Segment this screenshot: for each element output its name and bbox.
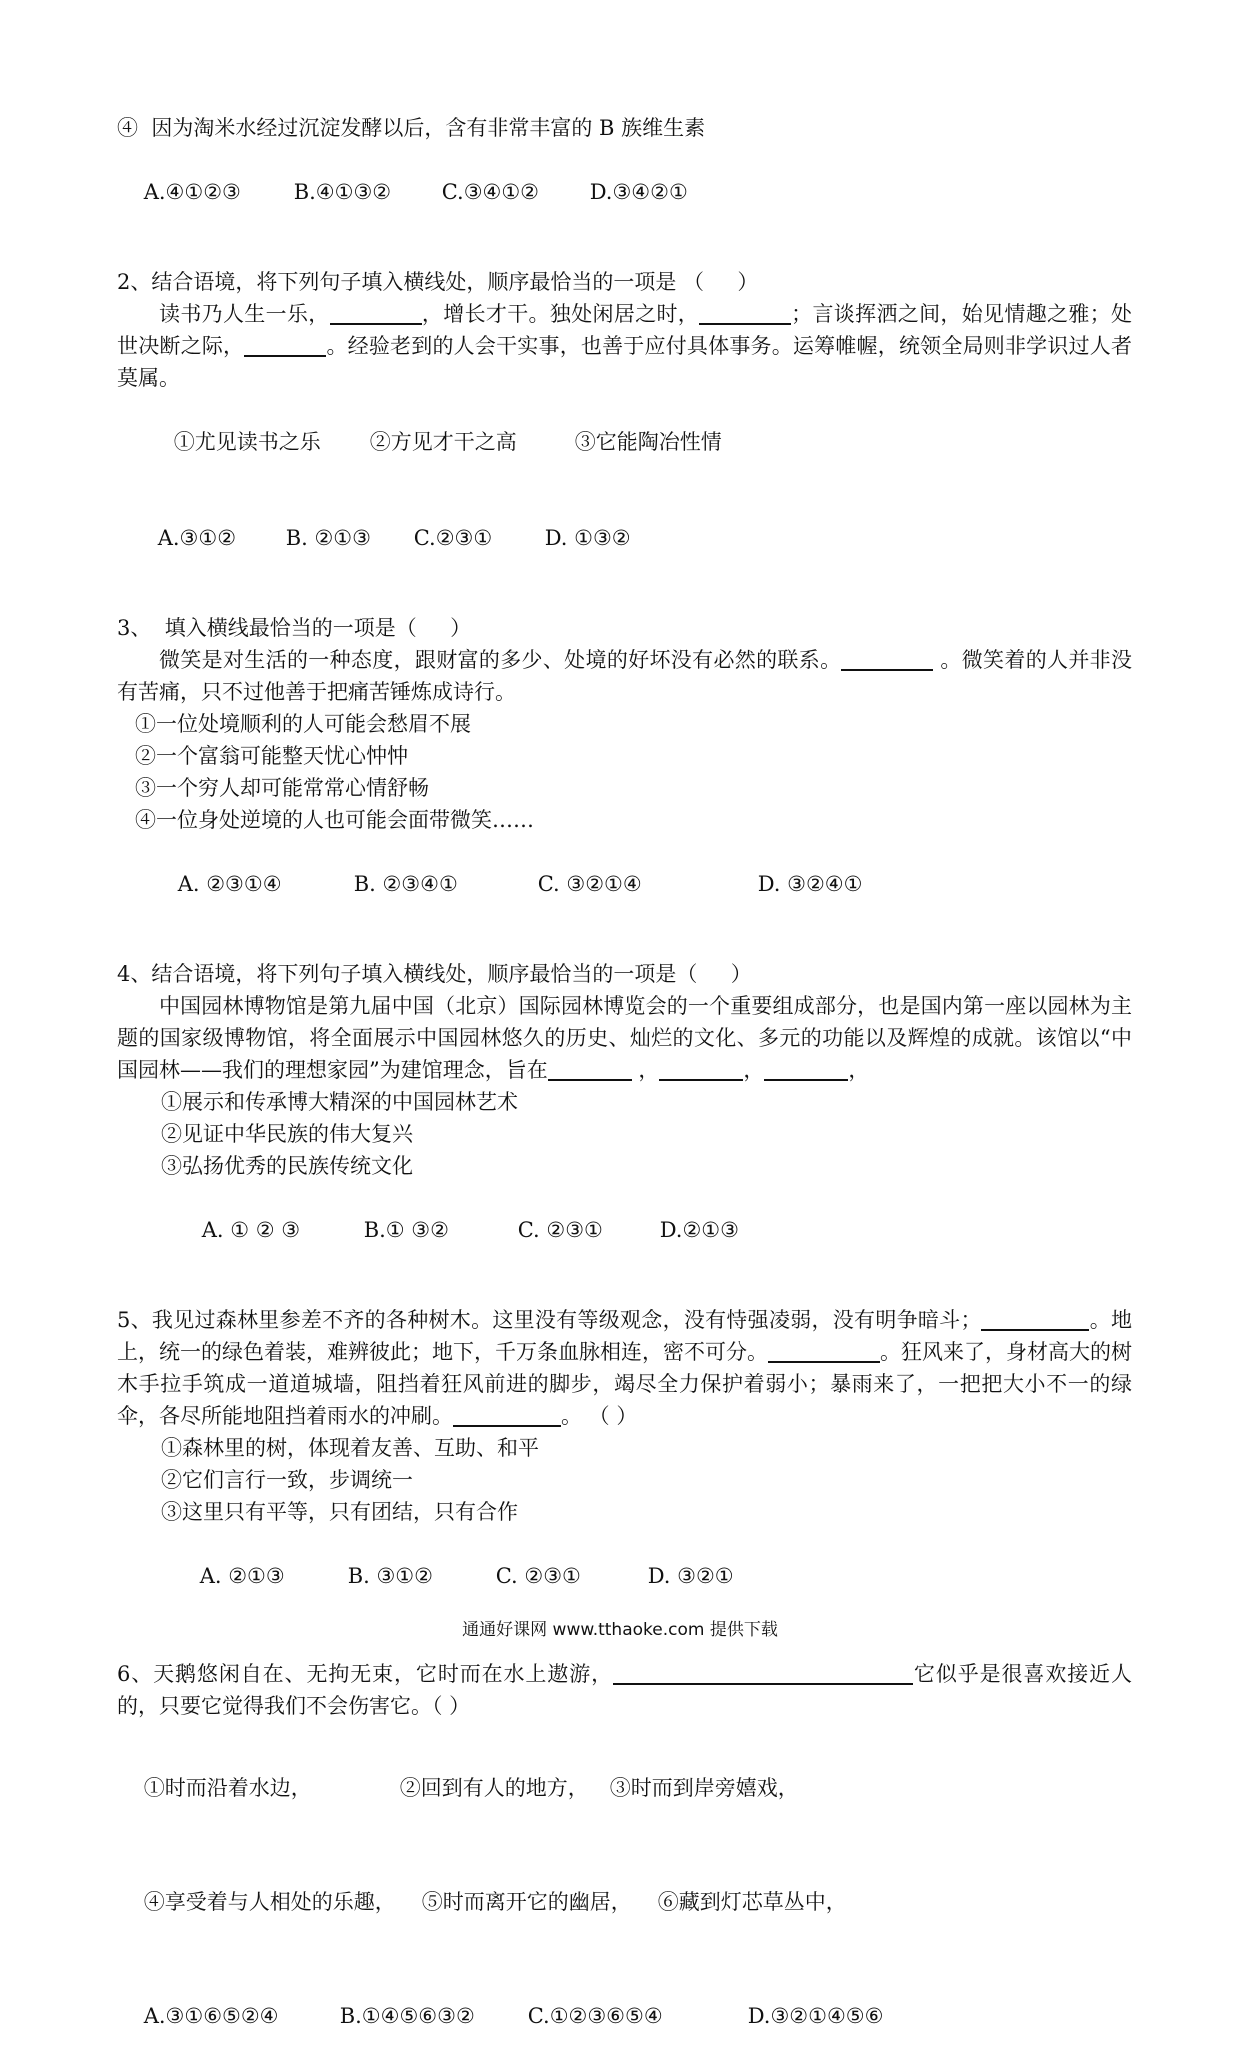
q2-stem: 2、结合语境，将下列句子填入横线处，顺序最恰当的一项是 （ ） (117, 270, 759, 294)
q5-options (117, 1528, 1132, 1624)
q2-passage-part2: ，增长才干。独处闲居之时， (421, 302, 700, 326)
q2-passage-part1: 读书乃人生一乐， (159, 302, 330, 326)
q3-passage-part2: 。微笑着的人并非没有苦痛，只不过他善于把痛苦锤炼成诗行。 (117, 648, 1132, 704)
q5-item-1: ①森林里的树，体现着友善、互助、和平 (161, 1436, 539, 1460)
q4-passage (117, 990, 1132, 1086)
q2-blank-1[interactable] (330, 301, 422, 325)
q1-option-d[interactable]: D.③④②① (589, 180, 688, 204)
q3-passage-part1: 微笑是对生活的一种态度，跟财富的多少、处境的好坏没有必然的联系。 (159, 648, 842, 672)
q2-choice-3: ③它能陶冶性情 (574, 430, 722, 454)
q1-option-a[interactable]: A.④①②③ (143, 180, 241, 204)
q2-options (117, 490, 1132, 586)
q3-option-d[interactable]: D. ③②④① (757, 872, 863, 896)
q3-item-3: ③一个穷人却可能常常心情舒畅 (135, 776, 429, 800)
q6-row-2 (117, 1854, 1132, 1950)
q6-passage (117, 1658, 1132, 1722)
q6-passage-part1: 6、天鹅悠闲自在、无拘无束，它时而在水上遨游， (117, 1662, 614, 1686)
q1-item-4: ④ 因为淘米水经过沉淀发酵以后，含有非常丰富的 B 族维生素 (117, 116, 706, 140)
q6-blank[interactable] (613, 1661, 913, 1685)
q3-item-2: ②一个富翁可能整天忧心忡忡 (135, 744, 408, 768)
q6-passage-part2: 它似乎是很喜欢接近人的，只要它觉得我们不会伤害它。（ ） (117, 1662, 1133, 1718)
q1-option-b[interactable]: B.④①③② (293, 180, 392, 204)
q6-option-d[interactable]: D.③②①④⑤⑥ (747, 2004, 884, 2028)
q2-passage (117, 298, 1132, 394)
q2-choice-1: ①尤见读书之乐 (173, 430, 321, 454)
q6-choice-3: ③时而到岸旁嬉戏， (609, 1776, 799, 1800)
q6-choice-1: ①时而沿着水边， (143, 1776, 312, 1800)
q4-stem: 4、结合语境，将下列句子填入横线处，顺序最恰当的一项是（ ） (117, 962, 752, 986)
q6-option-b[interactable]: B.①④⑤⑥③② (339, 2004, 475, 2028)
q5-blank-3[interactable] (453, 1403, 561, 1427)
footer-source: 通通好课网 www.tthaoke.com 提供下载 (462, 1620, 778, 1640)
q5-blank-1[interactable] (981, 1307, 1089, 1331)
q3-blank[interactable] (841, 647, 933, 671)
q4-options (117, 1182, 1132, 1278)
q6-option-a[interactable]: A.③①⑥⑤②④ (143, 2004, 279, 2028)
q3-option-b[interactable]: B. ②③④① (353, 872, 458, 896)
q5-passage (117, 1304, 1132, 1432)
q4-blank-1[interactable] (548, 1057, 632, 1081)
q5-option-c[interactable]: C. ②③① (495, 1564, 581, 1588)
q4-item-3: ③弘扬优秀的民族传统文化 (161, 1154, 413, 1178)
q4-item-2: ②见证中华民族的伟大复兴 (161, 1122, 413, 1146)
q3-passage (117, 644, 1132, 708)
q6-choice-4: ④享受着与人相处的乐趣， (143, 1890, 396, 1914)
q5-item-3: ③这里只有平等，只有团结，只有合作 (161, 1500, 518, 1524)
q6-choice-5: ⑤时而离开它的幽居， (421, 1890, 632, 1914)
q4-passage-text: 中国园林博物馆是第九届中国（北京）国际园林博览会的一个重要组成部分，也是国内第一座以园林为主题的国家级博物馆，将全面展示中国园林悠久的历史、灿烂的文化、多元的功能以及辉煌的成就。该馆以“中国园林——我们的理想家园”为建馆理念，旨在 (117, 994, 1132, 1082)
q2-passage-part3: ；言谈挥洒之间，始见情趣之雅；处世决断之际， (117, 302, 1133, 358)
q5-passage-part1: 5、我见过森林里参差不齐的各种树木。这里没有等级观念，没有恃强凌弱，没有明争暗斗； (117, 1308, 982, 1332)
q2-option-b[interactable]: B. ②①③ (285, 526, 371, 550)
q3-option-a[interactable]: A. ②③①④ (177, 872, 282, 896)
q6-options (117, 1968, 1132, 2064)
q4-separator-3: ， (848, 1058, 870, 1082)
q2-option-a[interactable]: A.③①② (157, 526, 237, 550)
q6-option-c[interactable]: C.①②③⑥⑤④ (527, 2004, 663, 2028)
q3-item-4: ④一位身处逆境的人也可能会面带微笑…… (135, 808, 534, 832)
q5-option-b[interactable]: B. ③①② (347, 1564, 433, 1588)
q5-passage-part2: 。地上，统一的绿色着装，难辨彼此；地下，千万条血脉相连，密不可分。 (117, 1308, 1133, 1364)
q5-blank-2[interactable] (768, 1339, 880, 1363)
q4-separator-2: ， (743, 1058, 765, 1082)
q6-row-1 (117, 1740, 1132, 1836)
q3-item-1: ①一位处境顺利的人可能会愁眉不展 (135, 712, 471, 736)
q2-blank-2[interactable] (699, 301, 791, 325)
q6-choice-6: ⑥藏到灯芯草丛中， (657, 1890, 847, 1914)
q2-option-d[interactable]: D. ①③② (544, 526, 631, 550)
q2-choices (117, 394, 1132, 490)
q2-option-c[interactable]: C.②③① (413, 526, 493, 550)
q5-option-d[interactable]: D. ③②① (647, 1564, 734, 1588)
q4-option-b[interactable]: B.① ③② (363, 1218, 449, 1242)
q5-passage-part4: 。 （ ） (561, 1404, 638, 1428)
q5-passage-part3: 。狂风来了，身材高大的树木手拉手筑成一道道城墙，阻挡着狂风前进的脚步，竭尽全力保护着弱小；暴雨来了，一把把大小不一的绿伞，各尽所能地阻挡着雨水的冲刷。 (117, 1340, 1132, 1428)
q2-choice-2: ②方见才干之高 (369, 430, 517, 454)
q1-option-c[interactable]: C.③④①② (441, 180, 540, 204)
q3-options (117, 836, 1132, 932)
q4-option-d[interactable]: D.②①③ (659, 1218, 739, 1242)
q3-stem: 3、 填入横线最恰当的一项是（ ） (117, 616, 472, 640)
q1-options (117, 144, 1132, 240)
q2-passage-part4: 。经验老到的人会干实事，也善于应付具体事务。运筹帷幄，统领全局则非学识过人者莫属。 (117, 334, 1133, 390)
q6-choice-2: ②回到有人的地方， (399, 1776, 589, 1800)
q4-separator-1: ， (631, 1058, 660, 1082)
q4-blank-2[interactable] (659, 1057, 743, 1081)
q5-option-a[interactable]: A. ②①③ (199, 1564, 285, 1588)
q4-item-1: ①展示和传承博大精深的中国园林艺术 (161, 1090, 518, 1114)
q4-blank-3[interactable] (764, 1057, 848, 1081)
q4-option-c[interactable]: C. ②③① (517, 1218, 603, 1242)
q5-item-2: ②它们言行一致，步调统一 (161, 1468, 413, 1492)
q2-blank-3[interactable] (244, 333, 326, 357)
q3-option-c[interactable]: C. ③②①④ (537, 872, 642, 896)
q4-option-a[interactable]: A. ① ② ③ (201, 1218, 301, 1242)
